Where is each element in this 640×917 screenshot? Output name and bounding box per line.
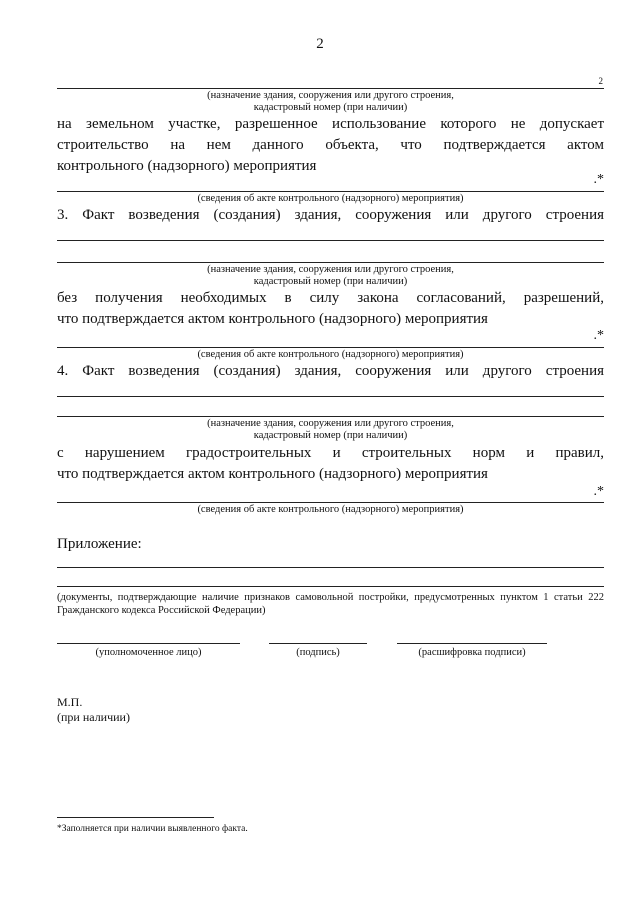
field-line-item3-a xyxy=(57,240,604,241)
sig-signature-caption: (подпись) xyxy=(296,647,340,658)
para2-line1: без получения необходимых в силу закона согласований, разрешений, xyxy=(57,290,604,306)
item4-heading: 4. Факт возведения (создания) здания, сооружения или другого строения xyxy=(57,363,604,379)
caption-building-2b: кадастровый номер (при наличии) xyxy=(253,276,408,287)
footnote-star-2: .* xyxy=(593,328,604,343)
field-line-attachment-b xyxy=(57,586,604,587)
para1-line3: контрольного (надзорного) мероприятия xyxy=(57,158,317,174)
field-line-act-3 xyxy=(57,502,604,503)
attachment-label: Приложение: xyxy=(57,536,142,552)
caption-building-1b: кадастровый номер (при наличии) xyxy=(253,102,408,113)
footnote-star-1: .* xyxy=(593,172,604,187)
field-line-item4-a xyxy=(57,396,604,397)
caption-building-2: (назначение здания, сооружения или другого строения, xyxy=(207,264,454,275)
caption-building-3b: кадастровый номер (при наличии) xyxy=(253,430,408,441)
stamp-note: (при наличии) xyxy=(57,710,130,724)
item3-heading: 3. Факт возведения (создания) здания, сооружения или другого строения xyxy=(57,207,604,223)
caption-act-1: (сведения об акте контрольного (надзорного) мероприятия) xyxy=(197,193,464,204)
stamp-label: М.П. xyxy=(57,695,83,709)
sig-decode-caption: (расшифровка подписи) xyxy=(418,647,526,658)
top-corner-mark: 2 xyxy=(598,76,603,86)
sig-line-person xyxy=(57,643,240,644)
para1-line2: строительство на нем данного объекта, что подтверждается актом xyxy=(57,137,604,153)
caption-building-3a: (назначение здания, сооружения или другого строения, xyxy=(207,418,454,429)
field-line-act-1 xyxy=(57,191,604,192)
para3-line2: что подтверждается актом контрольного (надзорного) мероприятия xyxy=(57,466,488,482)
para2-line2: что подтверждается актом контрольного (надзорного) мероприятия xyxy=(57,311,488,327)
field-line-item3-b xyxy=(57,262,604,263)
sig-line-decode xyxy=(397,643,547,644)
field-line-building-1 xyxy=(57,88,604,89)
caption-act-2: (сведения об акте контрольного (надзорного) мероприятия) xyxy=(197,349,464,360)
para1-line1: на земельном участке, разрешенное использование которого не допускает xyxy=(57,116,604,132)
para3-line1: с нарушением градостроительных и строительных норм и правил, xyxy=(57,445,604,461)
footnote-star-3: .* xyxy=(593,484,604,499)
caption-docs: (документы, подтверждающие наличие признаков самовольной постройки, предусмотренных пунктом 1 статьи 222 Гражданского кодекса Российской Федерации) xyxy=(57,592,604,616)
footnote-separator xyxy=(57,817,214,818)
footnote-text: *Заполняется при наличии выявленного факта. xyxy=(57,824,248,834)
field-line-item4-b xyxy=(57,416,604,417)
caption-building-1a: (назначение здания, сооружения или другого строения, xyxy=(207,90,454,101)
sig-person-caption: (уполномоченное лицо) xyxy=(95,647,202,658)
field-line-attachment-a xyxy=(57,567,604,568)
sig-line-signature xyxy=(269,643,367,644)
page-number: 2 xyxy=(316,36,324,52)
field-line-act-2 xyxy=(57,347,604,348)
caption-act-3: (сведения об акте контрольного (надзорного) мероприятия) xyxy=(197,504,464,515)
